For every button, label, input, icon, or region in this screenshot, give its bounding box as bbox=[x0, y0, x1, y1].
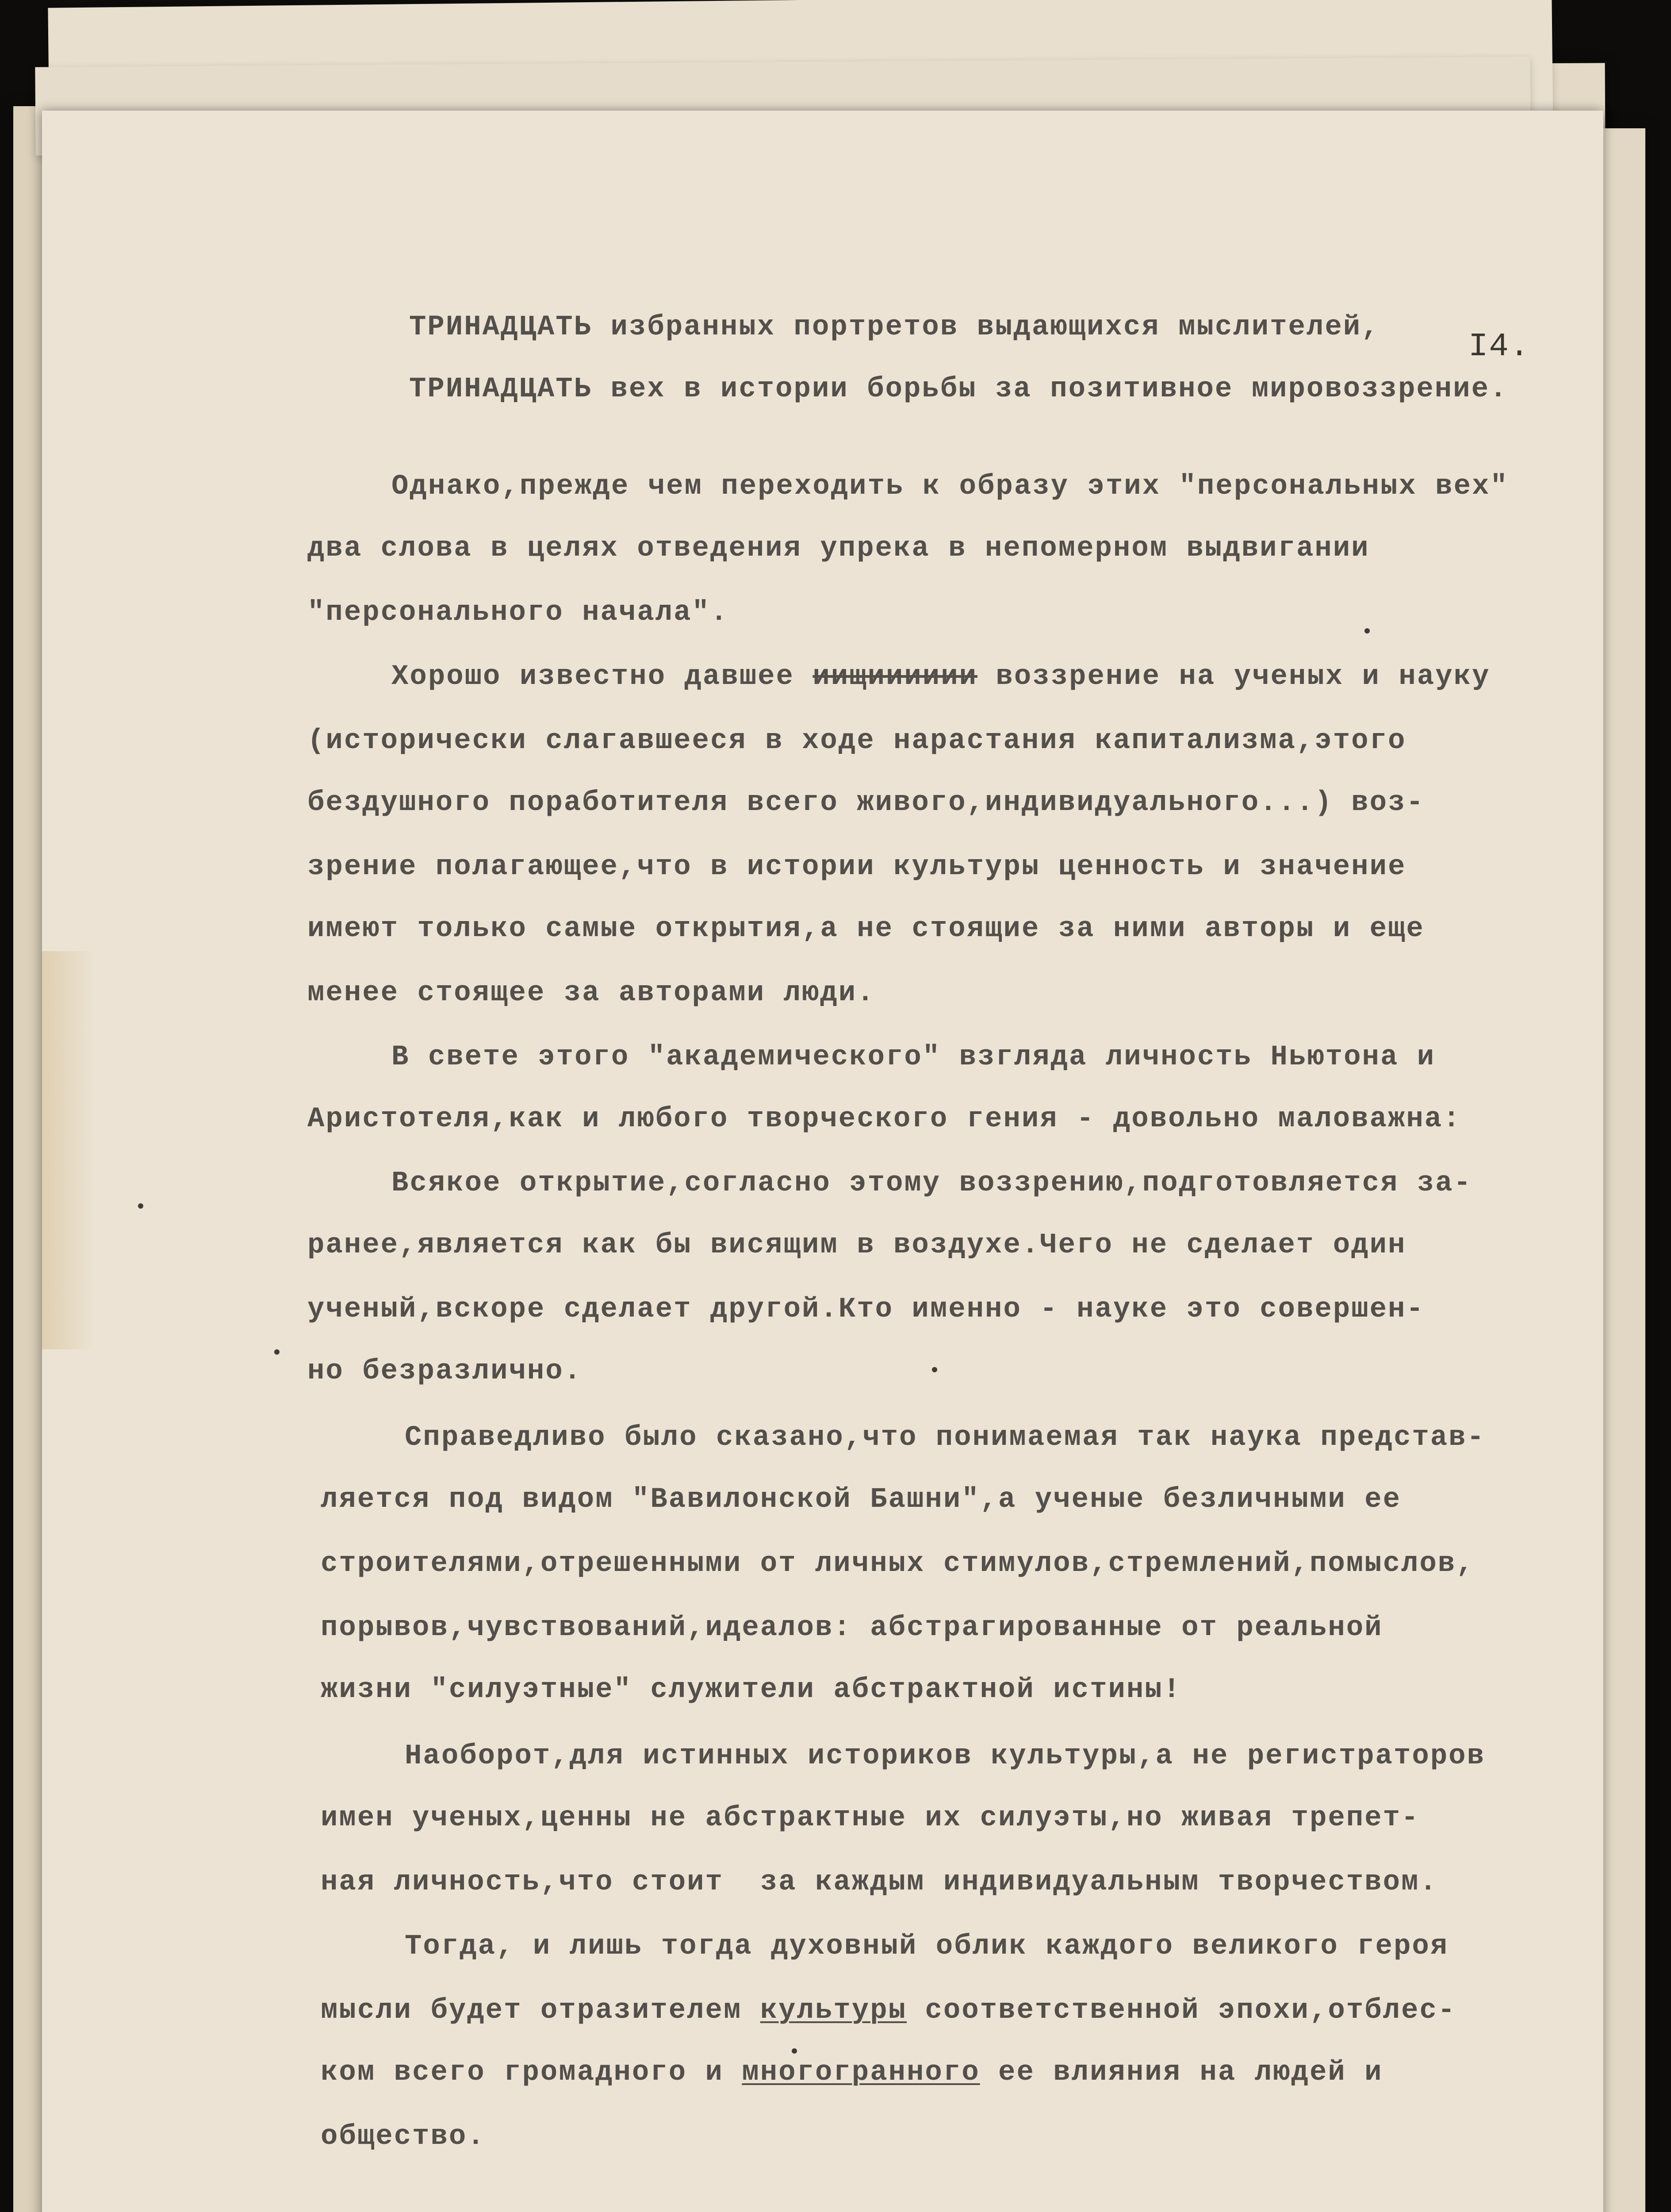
text-line: (исторически слагавшееся в ходе нарастания капитализма,этого bbox=[307, 725, 1407, 757]
text-line: ляется под видом "Вавилонской Башни",а ученые безличными ее bbox=[321, 1484, 1401, 1516]
ink-speck bbox=[792, 2048, 797, 2054]
page-number: I4. bbox=[1468, 328, 1530, 365]
text-segment: Хорошо известно давшее bbox=[391, 661, 794, 693]
ink-speck bbox=[1364, 628, 1370, 634]
ink-speck bbox=[932, 1367, 937, 1372]
typewritten-page bbox=[42, 111, 1603, 2212]
text-line: ранее,является как бы висящим в воздухе.Чего не сделает один bbox=[307, 1229, 1407, 1261]
text-line: порывов,чувствований,идеалов: абстрагированные от реальной bbox=[321, 1612, 1383, 1644]
text-line: Тогда, и лишь тогда духовный облик каждого великого героя bbox=[405, 1931, 1449, 1962]
text-line: имеют только самые открытия,а не стоящие за ними авторы и еще bbox=[307, 913, 1425, 945]
text-line bbox=[321, 2055, 1383, 2090]
text-segment: ее влияния на людей и bbox=[980, 2057, 1383, 2089]
text-line: общество. bbox=[321, 2121, 486, 2153]
text-line: два слова в целях отведения упрека в непомерном выдвигании bbox=[307, 533, 1370, 565]
text-line: Аристотеля,как и любого творческого гения - довольно маловажна: bbox=[307, 1103, 1461, 1135]
text-line: Однако,прежде чем переходить к образу этих "персональных вех" bbox=[391, 471, 1509, 503]
text-segment: соответственной эпохи,отблес- bbox=[907, 1995, 1456, 2027]
text-line: Справедливо было сказано,что понимаемая так наука представ- bbox=[405, 1422, 1485, 1454]
text-line: жизни "силуэтные" служители абстрактной истины! bbox=[321, 1674, 1182, 1706]
text-line bbox=[321, 1993, 1456, 2028]
text-segment: мысли будет отразителем bbox=[321, 1995, 760, 2027]
text-line bbox=[391, 659, 1490, 695]
text-line: менее стоящее за авторами люди. bbox=[307, 977, 875, 1009]
ink-speck bbox=[138, 1203, 143, 1209]
struck-out-text: иищииииии bbox=[813, 661, 977, 693]
text-line: Наоборот,для истинных историков культуры,а не регистраторов bbox=[405, 1740, 1485, 1772]
text-line: В свете этого "академического" взгляда личность Ньютона и bbox=[391, 1041, 1436, 1073]
underlined-word: культуры bbox=[760, 1995, 907, 2027]
text-line: ТРИНАДЦАТЬ вех в истории борьбы за позитивное мировоззрение. bbox=[409, 373, 1508, 405]
text-line: имен ученых,ценны не абстрактные их силуэты,но живая трепет- bbox=[321, 1802, 1420, 1834]
page-stain bbox=[42, 951, 95, 1349]
text-line: но безразлично. bbox=[307, 1356, 583, 1387]
text-line: "персонального начала". bbox=[307, 597, 729, 629]
text-line: ученый,вскоре сделает другой.Кто именно - науке это совершен- bbox=[307, 1294, 1425, 1325]
text-line: ная личность,что стоит за каждым индивидуальным творчеством. bbox=[321, 1866, 1438, 1898]
text-line: ТРИНАДЦАТЬ избранных портретов выдающихся мыслителей, bbox=[409, 311, 1380, 343]
text-line: строителями,отрешенными от личных стимулов,стремлений,помыслов, bbox=[321, 1548, 1475, 1580]
text-segment: воззрение на ученых и науку bbox=[996, 661, 1491, 693]
ink-speck bbox=[274, 1349, 280, 1355]
underlined-word: многогранного bbox=[742, 2057, 980, 2089]
text-segment: ком всего громадного и bbox=[321, 2057, 742, 2089]
text-line: Всякое открытие,согласно этому воззрению,подготовляется за- bbox=[391, 1167, 1472, 1199]
text-line: зрение полагающее,что в истории культуры ценность и значение bbox=[307, 851, 1407, 883]
text-line: бездушного поработителя всего живого,индивидуального...) воз- bbox=[307, 787, 1425, 819]
